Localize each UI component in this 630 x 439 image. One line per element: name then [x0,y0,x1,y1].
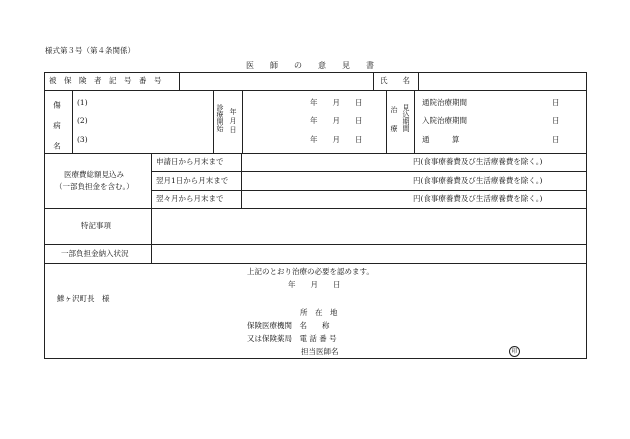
treatment-outlook-label-period: 見込期間 [402,104,410,132]
outpatient-period-label: 通院治療期間 [422,98,467,107]
location-label: 所 在 地 [300,308,338,317]
certification-date: 年 月 日 [288,280,341,289]
outpatient-period-unit: 日 [552,98,560,107]
disease-item-2: (2) [77,116,88,125]
addressee: 鰺ヶ沢町長 様 [57,294,110,303]
page-title: 医 師 の 意 見 書 [246,61,374,70]
treatment-outlook-label: 治療 [390,106,398,144]
col-divider [151,153,152,263]
expense-row-suffix-1: 円(食事療養費及び生活療養費を除く。) [413,157,543,166]
col-divider [72,90,73,153]
expense-row-suffix-2: 円(食事療養費及び生活療養費を除く。) [413,176,543,185]
inpatient-period-label: 入院治療期間 [422,116,467,125]
inpatient-period-unit: 日 [552,116,560,125]
insured-number-label: 被 保 険 者 記 号 番 号 [49,76,162,85]
copay-status-label: 一部負担金納入状況 [61,249,129,258]
expense-estimate-sublabel: （一部負担金を含む。） [55,182,134,191]
expense-row-label-3: 翌々月から月末まで [156,194,224,203]
col-divider [373,72,374,90]
row-divider [44,90,587,91]
certification-statement: 上記のとおり治療の必要を認めます。 [247,267,374,276]
expense-row-suffix-3: 円(食事療養費及び生活療養費を除く。) [413,194,543,203]
disease-name-label: 傷病名 [52,101,62,163]
row-divider [44,208,587,209]
seal-mark: 印 [509,346,520,357]
total-period-unit: 日 [552,135,560,144]
row-divider [44,263,587,264]
col-divider [241,153,242,208]
col-divider [179,72,180,90]
col-divider [242,90,243,153]
row-divider [151,190,587,191]
start-date-1: 年 月 日 [310,98,363,107]
row-divider [44,244,587,245]
col-divider [386,90,387,153]
special-notes-label: 特記事項 [81,221,111,230]
disease-item-3: (3) [77,135,88,144]
expense-row-label-2: 翌月1日から月末まで [156,176,229,185]
col-divider [418,72,419,90]
insured-name-label: 氏 名 [380,76,410,85]
col-divider [414,90,415,153]
expense-row-label-1: 申請日から月末まで [156,157,224,166]
disease-item-1: (1) [77,98,88,107]
start-date-3: 年 月 日 [310,135,363,144]
treatment-start-label-date: 年月日 [229,108,237,135]
phone-number-label: 又は保険薬局 電 話 番 号 [247,334,337,343]
institution-name-label: 保険医療機関 名 称 [247,321,330,330]
row-divider [151,171,587,172]
doctor-name-label: 担当医師名 [301,347,339,356]
start-date-2: 年 月 日 [310,116,363,125]
form-number: 様式第３号（第４条関係） [45,46,135,55]
total-period-label: 通 算 [422,135,460,144]
row-divider [44,153,587,154]
expense-estimate-label: 医療費総額見込み [64,170,124,179]
col-divider [213,90,214,153]
treatment-start-label: 診療開始 [216,104,224,132]
